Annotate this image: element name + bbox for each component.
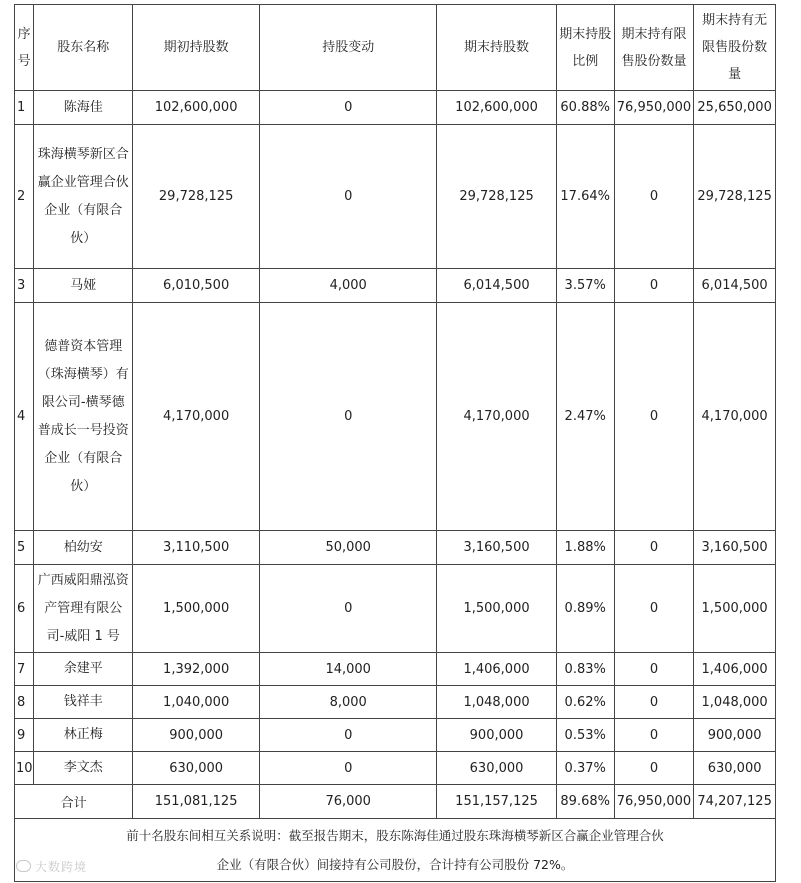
total-row (15, 785, 776, 819)
cell-end: 1,048,000 (437, 686, 556, 719)
cell-begin: 3,110,500 (133, 531, 260, 565)
cell-seq: 4 (15, 303, 34, 531)
cell-restricted: 0 (614, 565, 694, 653)
cell-restricted: 0 (614, 719, 694, 752)
table-row (15, 752, 776, 785)
cell-ratio: 1.88% (556, 531, 614, 565)
cell-change: 0 (260, 565, 437, 653)
relationship-note (15, 819, 776, 882)
cell-end: 630,000 (437, 752, 556, 785)
cell-restricted: 0 (614, 752, 694, 785)
total-ratio: 89.68% (556, 785, 614, 819)
cell-begin: 6,010,500 (133, 269, 260, 303)
total-restricted: 76,950,000 (614, 785, 694, 819)
cell-end: 1,406,000 (437, 653, 556, 686)
cell-seq: 3 (15, 269, 34, 303)
cell-ratio: 3.57% (556, 269, 614, 303)
cell-change: 0 (260, 303, 437, 531)
cell-unrestricted: 4,170,000 (694, 303, 776, 531)
header-ratio: 期末持股比例 (556, 5, 614, 91)
cell-seq: 1 (15, 91, 34, 125)
cell-seq: 9 (15, 719, 34, 752)
table-row (15, 269, 776, 303)
table-row (15, 686, 776, 719)
header-name: 股东名称 (34, 5, 133, 91)
cell-end: 1,500,000 (437, 565, 556, 653)
cell-begin: 1,500,000 (133, 565, 260, 653)
cell-begin: 4,170,000 (133, 303, 260, 531)
cell-end: 6,014,500 (437, 269, 556, 303)
header-change: 持股变动 (260, 5, 437, 91)
cell-ratio: 2.47% (556, 303, 614, 531)
relationship-note-row (15, 819, 776, 882)
table-row (15, 91, 776, 125)
cell-seq: 6 (15, 565, 34, 653)
cell-name: 柏幼安 (34, 531, 133, 565)
cell-name: 钱祥丰 (34, 686, 133, 719)
cell-unrestricted: 1,500,000 (694, 565, 776, 653)
cell-change: 0 (260, 752, 437, 785)
header-unrestricted: 期末持有无限售股份数量 (694, 5, 776, 91)
cell-restricted: 0 (614, 531, 694, 565)
cell-unrestricted: 29,728,125 (694, 125, 776, 269)
cell-ratio: 0.53% (556, 719, 614, 752)
cell-restricted: 76,950,000 (614, 91, 694, 125)
cell-restricted: 0 (614, 686, 694, 719)
cell-ratio: 0.83% (556, 653, 614, 686)
header-row (15, 5, 776, 91)
total-label: 合计 (15, 785, 133, 819)
cell-change: 8,000 (260, 686, 437, 719)
cell-name: 珠海横琴新区合赢企业管理合伙企业（有限合伙） (34, 125, 133, 269)
table-row (15, 565, 776, 653)
total-begin: 151,081,125 (133, 785, 260, 819)
cell-name: 陈海佳 (34, 91, 133, 125)
cell-unrestricted: 630,000 (694, 752, 776, 785)
table-row (15, 531, 776, 565)
header-end: 期末持股数 (437, 5, 556, 91)
cell-name: 余建平 (34, 653, 133, 686)
chat-bubble-icon (16, 860, 31, 872)
cell-restricted: 0 (614, 125, 694, 269)
cell-end: 4,170,000 (437, 303, 556, 531)
cell-restricted: 0 (614, 653, 694, 686)
cell-begin: 900,000 (133, 719, 260, 752)
cell-change: 0 (260, 125, 437, 269)
cell-seq: 2 (15, 125, 34, 269)
cell-seq: 5 (15, 531, 34, 565)
cell-end: 102,600,000 (437, 91, 556, 125)
header-restricted: 期末持有限售股份数量 (614, 5, 694, 91)
header-seq: 序号 (15, 5, 34, 91)
cell-end: 900,000 (437, 719, 556, 752)
cell-unrestricted: 25,650,000 (694, 91, 776, 125)
cell-restricted: 0 (614, 303, 694, 531)
cell-unrestricted: 1,048,000 (694, 686, 776, 719)
cell-begin: 630,000 (133, 752, 260, 785)
cell-unrestricted: 3,160,500 (694, 531, 776, 565)
cell-seq: 10 (15, 752, 34, 785)
cell-begin: 29,728,125 (133, 125, 260, 269)
cell-end: 3,160,500 (437, 531, 556, 565)
note-line-2: 企业（有限合伙）间接持有公司股份，合计持有公司股份 72%。 (216, 857, 574, 872)
table-row (15, 653, 776, 686)
note-line-1: 前十名股东间相互关系说明：截至报告期末，股东陈海佳通过股东珠海横琴新区合赢企业管理合伙 (126, 828, 664, 843)
cell-begin: 102,600,000 (133, 91, 260, 125)
cell-seq: 7 (15, 653, 34, 686)
total-end: 151,157,125 (437, 785, 556, 819)
cell-begin: 1,040,000 (133, 686, 260, 719)
total-change: 76,000 (260, 785, 437, 819)
watermark (16, 858, 87, 875)
cell-change: 14,000 (260, 653, 437, 686)
cell-name: 马娅 (34, 269, 133, 303)
cell-restricted: 0 (614, 269, 694, 303)
cell-name: 林正梅 (34, 719, 133, 752)
cell-unrestricted: 1,406,000 (694, 653, 776, 686)
cell-ratio: 17.64% (556, 125, 614, 269)
cell-seq: 8 (15, 686, 34, 719)
cell-ratio: 0.62% (556, 686, 614, 719)
table-row (15, 303, 776, 531)
cell-change: 4,000 (260, 269, 437, 303)
cell-unrestricted: 900,000 (694, 719, 776, 752)
cell-unrestricted: 6,014,500 (694, 269, 776, 303)
cell-name: 德普资本管理（珠海横琴）有限公司-横琴德普成长一号投资企业（有限合伙） (34, 303, 133, 531)
cell-change: 0 (260, 91, 437, 125)
watermark-text: 大数跨境 (35, 860, 88, 874)
header-begin: 期初持股数 (133, 5, 260, 91)
cell-name: 广西威阳鼎泓资产管理有限公司-威阳 1 号 (34, 565, 133, 653)
cell-ratio: 0.89% (556, 565, 614, 653)
table-row (15, 719, 776, 752)
shareholders-table (14, 4, 776, 882)
cell-end: 29,728,125 (437, 125, 556, 269)
table-row (15, 125, 776, 269)
cell-begin: 1,392,000 (133, 653, 260, 686)
total-unrestricted: 74,207,125 (694, 785, 776, 819)
cell-change: 50,000 (260, 531, 437, 565)
cell-ratio: 60.88% (556, 91, 614, 125)
cell-name: 李文杰 (34, 752, 133, 785)
cell-ratio: 0.37% (556, 752, 614, 785)
cell-change: 0 (260, 719, 437, 752)
